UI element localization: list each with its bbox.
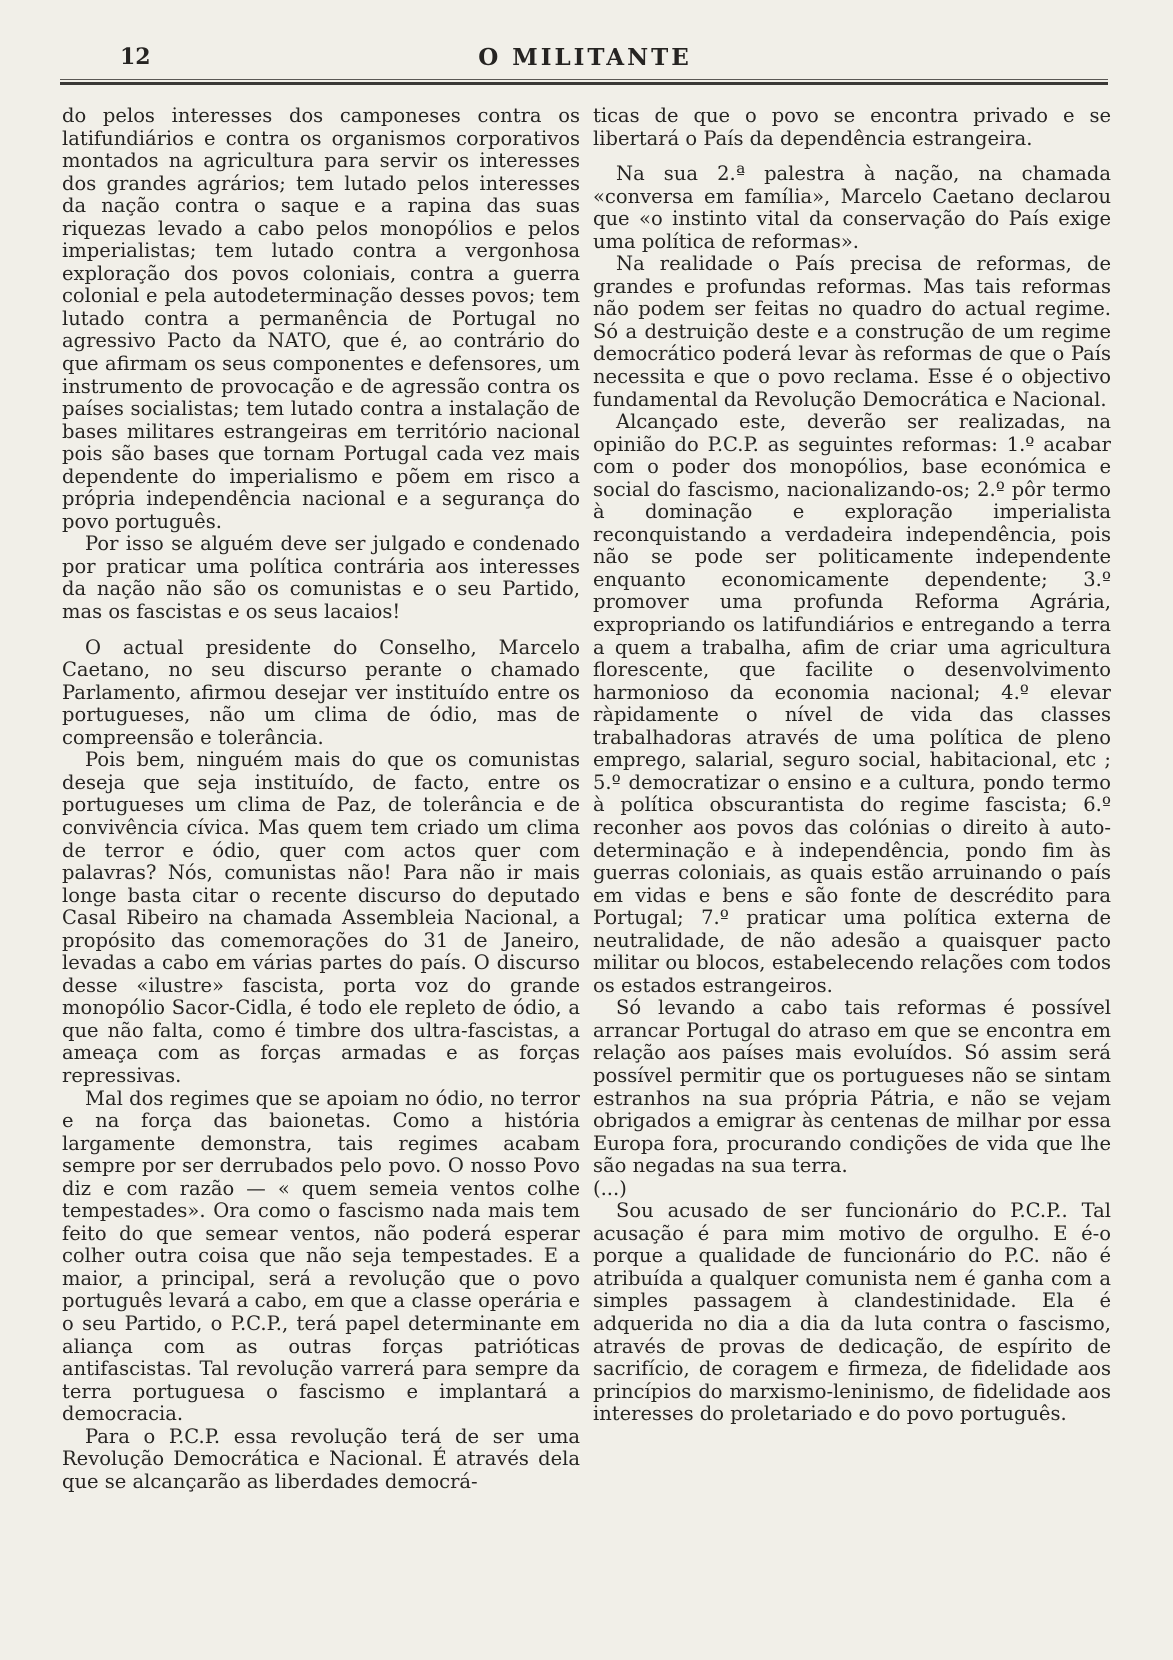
page-number: 12 (120, 44, 151, 70)
header-rule-thick (60, 82, 1108, 85)
page-header (60, 44, 1110, 84)
paragraph: Por isso se alguém deve ser julgado e condenado por praticar uma política contrária aos interesses da nação não são os comunistas e o seu Partido, mas os fascistas e os seus lacaios! (62, 532, 580, 624)
header-rule (60, 79, 1108, 80)
paragraph: Na realidade o País precisa de reformas, de grandes e profundas reformas. Mas tais reformas não podem ser feitas no quadro do actual regime. Só a destruição deste e a construção de um regime democrático poderá levar às reformas de que o País necessita e que o povo reclama. Esse é o objectivo fundamental da Revolução Democrática e Nacional. (593, 252, 1111, 411)
publication-title: O MILITANTE (478, 44, 692, 71)
paragraph: Na sua 2.ª palestra à nação, na chamada «conversa em família», Marcelo Caetano declarou que «o instinto vital da conservação do País exige uma política de reformas». (593, 162, 1111, 253)
paragraph: Alcançado este, deverão ser realizadas, na opinião do P.C.P. as seguintes reformas: 1.º acabar com o poder dos monopólios, base económica e social do fascismo, nacionalizando-os; 2.º pôr termo à dominação e exploração imperialista reconquistando a verdadeira independência, pois não se pode ser politicamente independente enquanto economicamente dependente; 3.º promover uma profunda Reforma Agrária, expropriando os latifundiários e entregando a terra a quem a trabalha, afim de criar uma agricultura florescente, que facilite o desenvolvimento harmonioso da economia nacional; 4.º elevar ràpidamente o nível de vida das classes trabalhadoras através de uma política de pleno emprego, salarial, seguro social, habitacional, etc ; 5.º democratizar o ensino e a cultura, pondo termo à política obscurantista do regime fascista; 6.º reconher aos povos das colónias o direito à auto-determinação e à independência, pondo fim às guerras coloniais, as quais estão arruinando o país em vidas e bens e são fonte de descrédito para Portugal; 7.º praticar uma política externa de neutralidade, de não adesão a quaisquer pacto militar ou blocos, estabelecendo relações com todos os estados estrangeiros. (593, 410, 1111, 997)
paragraph: Para o P.C.P. essa revolução terá de ser uma Revolução Democrática e Nacional. É através dela que se alcançarão as liberdades democrá- (62, 1424, 580, 1493)
paragraph: Mal dos regimes que se apoiam no ódio, no terror e na força das baionetas. Como a história largamente demonstra, tais regimes acabam sempre por ser derrubados pelo povo. O nosso Povo diz e com razão — « quem semeia ventos colhe tempestades». Ora como o fascismo nada mais tem feito do que semear ventos, não poderá esperar colher outra coisa que não seja tempestades. E a maior, a principal, será a revolução que o povo português levará a cabo, em que a classe operária e o seu Partido, o P.C.P., terá papel determinante em aliança com as outras forças patrióticas antifascistas. Tal revolução varrerá para sempre da terra portuguesa o fascismo e implantará a democracia. (62, 1086, 580, 1426)
paragraph: do pelos interesses dos camponeses contra os latifundiários e contra os organismos corporativos montados na agricultura para servir os interesses dos grandes agrários; tem lutado pelos interesses da nação contra o saque e a rapina das suas riquezas levado a cabo pelos monopólios e pelos imperialistas; tem lutado contra a vergonhosa exploração dos povos coloniais, contra a guerra colonial e pela autodeterminação desses povos; tem lutado contra a permanência de Portugal no agressivo Pacto da NATO, que é, ao contrário do que afirmam os seus componentes e defensores, um instrumento de provocação e de agressão contra os países socialistas; tem lutado contra a instalação de bases militares estrangeiras em território nacional pois são bases que tornam Portugal cada vez mais dependente do imperialismo e põem em risco a própria independência nacional e a segurança do povo português. (62, 105, 580, 533)
paragraph: ticas de que o povo se encontra privado e se libertará o País da dependência estrangeira. (593, 105, 1111, 150)
paragraph: Pois bem, ninguém mais do que os comunistas deseja que seja instituído, de facto, entre os portugueses um clima de Paz, de tolerância e de convivência cívica. Mas quem tem criado um clima de terror e ódio, quer com actos quer com palavras? Nós, comunistas não! Para não ir mais longe basta citar o recente discurso do deputado Casal Ribeiro na chamada Assembleia Nacional, a propósito das comemorações do 31 de Janeiro, levadas a cabo em várias partes do país. O discurso desse «ilustre» fascista, porta voz do grande monopólio Sacor-Cidla, é todo ele repleto de ódio, a que não falta, como é timbre dos ultra-fascistas, a ameaça com as forças armadas e as forças repressivas. (62, 748, 580, 1087)
right-column (593, 105, 1111, 1640)
paragraph: O actual presidente do Conselho, Marcelo Caetano, no seu discurso perante o chamado Parlamento, afirmou desejar ver instituído entre os portugueses, não um clima de ódio, mas de compreensão e tolerância. (62, 635, 580, 749)
paragraph: Só levando a cabo tais reformas é possível arrancar Portugal do atraso em que se encontra em relação aos países mais evoluídos. Só assim será possível permitir que os portugueses não se sintam estranhos na sua própria Pátria, e não se vejam obrigados a emigrar às centenas de milhar por essa Europa fora, procurando condições de vida que lhe são negadas na sua terra. (593, 996, 1111, 1178)
paragraph: Sou acusado de ser funcionário do P.C.P.. Tal acusação é para mim motivo de orgulho. E é-o porque a qualidade de funcionário do P.C. não é atribuída a qualquer comunista nem é ganha com a simples passagem à clandestinidade. Ela é adquerida no dia a dia da luta contra o fascismo, através de provas de dedicação, de espírito de sacrifício, de coragem e firmeza, de fidelidade aos princípios do marxismo-leninismo, de fidelidade aos interesses do proletariado e do povo português. (593, 1199, 1111, 1426)
left-column (62, 105, 580, 1640)
ellipsis-marker: (...) (593, 1176, 627, 1200)
